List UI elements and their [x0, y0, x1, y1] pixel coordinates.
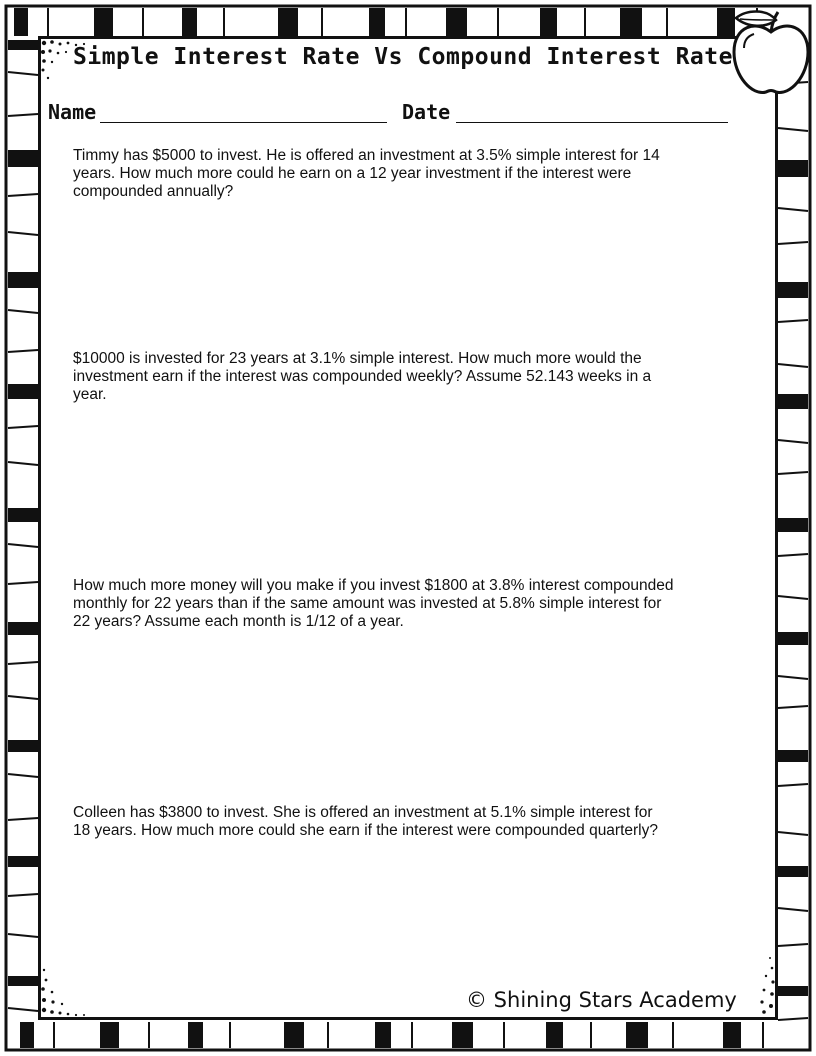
border-stripe [723, 1022, 741, 1048]
dots-decoration [38, 962, 98, 1022]
name-label: Name [48, 100, 97, 124]
border-stripe [546, 1022, 563, 1048]
border-stripe [778, 160, 808, 177]
border-stripe [182, 8, 197, 36]
border-stripe [778, 866, 808, 877]
border-stripe [8, 272, 38, 288]
worksheet-title: Simple Interest Rate Vs Compound Interest Rate [73, 44, 733, 70]
border-stripe [452, 1022, 473, 1048]
border-stripe [8, 856, 38, 867]
dots-decoration [752, 952, 780, 1018]
border-stripe [20, 1022, 34, 1048]
question-2: $10000 is invested for 23 years at 3.1% simple interest. How much more would the investment earn if the interest was compounded weekly? Assume 52.143 weeks in a year. [73, 350, 652, 403]
date-label: Date [402, 100, 451, 124]
border-stripe [778, 986, 808, 996]
border-stripe [14, 8, 28, 36]
border-stripe [778, 282, 808, 298]
border-stripe [278, 8, 298, 36]
question-1: Timmy has $5000 to invest. He is offered an investment at 3.5% simple interest for 14 years. How much more could he earn on a 12 year investment if the interest were compounded annually? [73, 147, 660, 200]
border-stripe [369, 8, 385, 36]
border-stripe [446, 8, 467, 36]
border-stripe [284, 1022, 304, 1048]
border-stripe [100, 1022, 119, 1048]
question-4: Colleen has $3800 to invest. She is offered an investment at 5.1% simple interest for 18 years. How much more could she earn if the interest were compounded quarterly? [73, 804, 658, 839]
border-stripe [188, 1022, 203, 1048]
copyright-footer: © Shining Stars Academy [466, 988, 737, 1012]
border-stripe [8, 508, 38, 522]
border-stripe [8, 384, 38, 399]
border-stripe [626, 1022, 648, 1048]
border-stripe [778, 394, 808, 409]
border-stripe [620, 8, 642, 36]
border-stripe [8, 976, 38, 986]
border-stripe [94, 8, 113, 36]
question-3: How much more money will you make if you invest $1800 at 3.8% interest compounded monthly for 22 years than if the same amount was invested at 5.8% simple interest for 22 years? Assume each month is 1/12 of a year. [73, 577, 674, 630]
border-stripe [8, 150, 38, 167]
date-field[interactable] [456, 122, 728, 123]
border-stripe [778, 632, 808, 645]
border-stripe [778, 518, 808, 532]
border-stripe [8, 740, 38, 752]
border-stripe [8, 622, 38, 635]
border-stripe [375, 1022, 391, 1048]
border-stripe [778, 750, 808, 762]
name-field[interactable] [100, 122, 387, 123]
border-stripe [540, 8, 557, 36]
